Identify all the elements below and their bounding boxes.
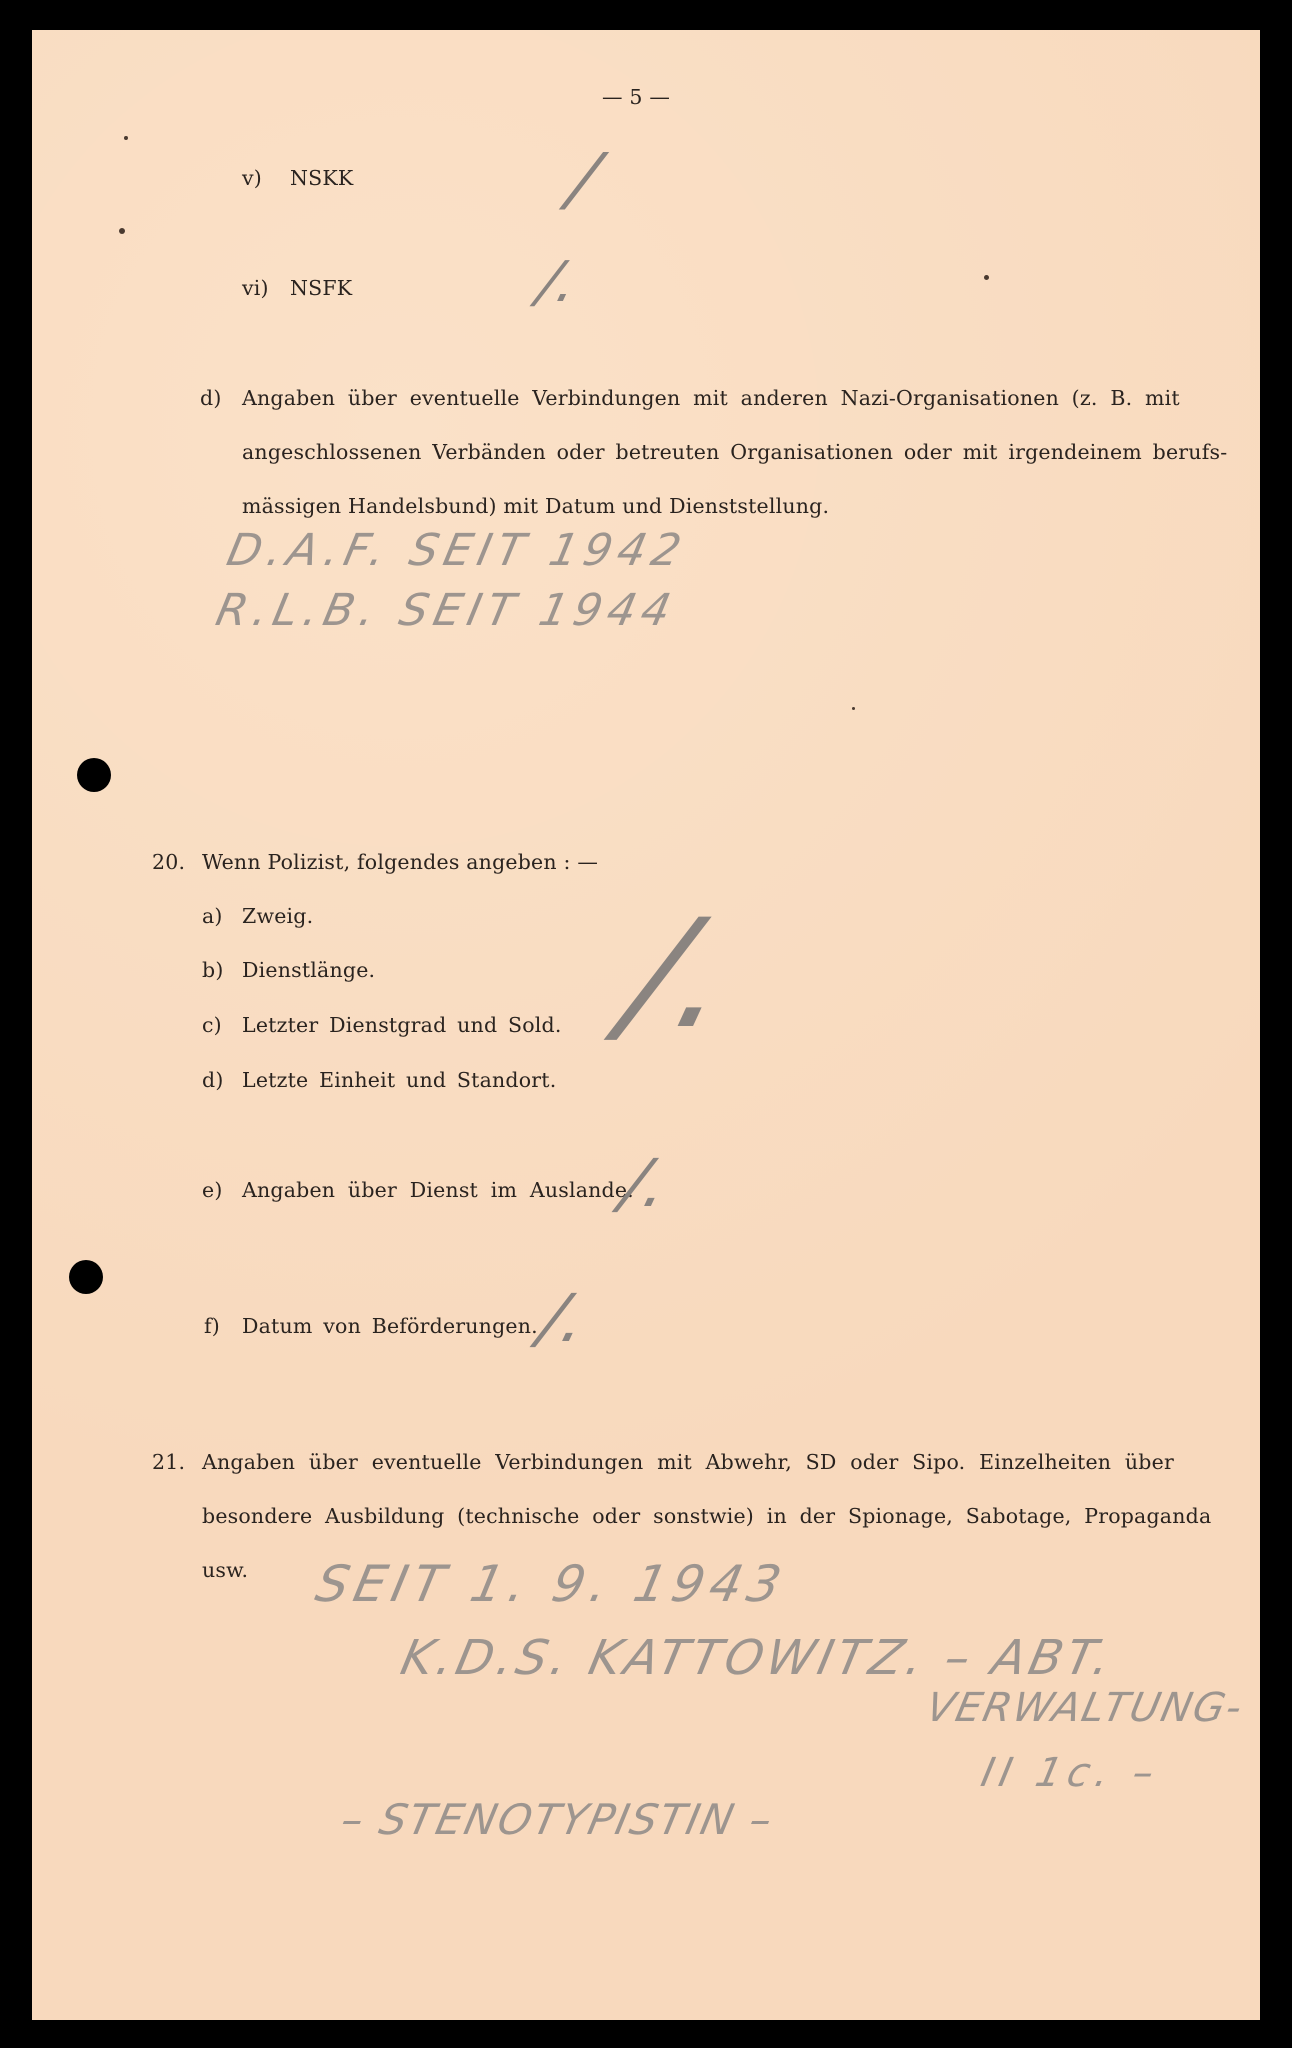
q20-b-text: Dienstlänge. — [242, 958, 376, 982]
q21-handwriting-4: II 1c. – — [977, 1750, 1165, 1796]
punch-hole-bottom — [69, 1260, 103, 1294]
item-d-line3: mässigen Handelsbund) mit Datum und Dienststellung. — [242, 494, 830, 518]
punch-hole-top — [77, 758, 111, 792]
q21-handwriting-1: SEIT 1. 9. 1943 — [310, 1555, 793, 1613]
item-d-handwriting-1: D.A.F. SEIT 1942 — [222, 525, 692, 576]
q20-e-text: Angaben über Dienst im Auslande. — [242, 1178, 634, 1202]
item-vi-label: vi) — [242, 276, 269, 300]
q21-handwriting-5: – STENOTYPISTIN – — [336, 1795, 779, 1844]
item-v-text: NSKK — [290, 166, 354, 190]
q20-number: 20. — [152, 850, 186, 874]
q20-e-dash-mark: /. — [613, 1145, 678, 1222]
item-d-handwriting-2: R.L.B. SEIT 1944 — [211, 585, 682, 636]
q21-line1: Angaben über eventuelle Verbindungen mit Abwehr, SD oder Sipo. Einzelheiten über — [202, 1450, 1174, 1474]
q20-d-label: d) — [202, 1068, 224, 1092]
q20-f-text: Datum von Beförderungen. — [242, 1314, 538, 1338]
q20-a-label: a) — [202, 904, 223, 928]
q20-intro: Wenn Polizist, folgendes angeben : — — [202, 850, 599, 874]
speck-3 — [984, 275, 989, 280]
q21-number: 21. — [152, 1450, 186, 1474]
q21-handwriting-2: K.D.S. KATTOWITZ. – ABT. — [396, 1630, 1120, 1686]
speck-1 — [124, 136, 128, 140]
item-vi-text: NSFK — [290, 276, 353, 300]
q20-c-text: Letzter Dienstgrad und Sold. — [242, 1013, 562, 1037]
item-v-dash-mark: / — [561, 138, 607, 220]
speck-4 — [852, 707, 855, 710]
document-page — [32, 30, 1260, 2020]
speck-2 — [119, 228, 125, 234]
q21-line2: besondere Ausbildung (technische oder sonstwie) in der Spionage, Sabotage, Propaganda — [202, 1504, 1212, 1528]
item-d-line1: Angaben über eventuelle Verbindungen mit anderen Nazi-Organisationen (z. B. mit — [242, 386, 1180, 410]
q20-abcd-dash-mark: /. — [608, 888, 754, 1062]
item-d-label: d) — [200, 386, 222, 410]
q20-f-dash-mark: /. — [531, 1280, 596, 1357]
q20-e-label: e) — [202, 1178, 223, 1202]
q20-d-text: Letzte Einheit und Standort. — [242, 1068, 557, 1092]
q20-b-label: b) — [202, 958, 224, 982]
q20-a-text: Zweig. — [242, 904, 314, 928]
item-d-line2: angeschlossenen Verbänden oder betreuten Organisationen oder mit irgendeinem berufs- — [242, 440, 1228, 464]
item-v-label: v) — [242, 166, 262, 190]
q20-f-label: f) — [204, 1314, 220, 1338]
q21-handwriting-3: VERWALTUNG- — [922, 1685, 1248, 1731]
item-vi-dash-mark: /. — [531, 250, 586, 315]
q21-line3: usw. — [202, 1558, 249, 1582]
page-number: — 5 — — [602, 85, 671, 109]
q20-c-label: c) — [202, 1013, 222, 1037]
